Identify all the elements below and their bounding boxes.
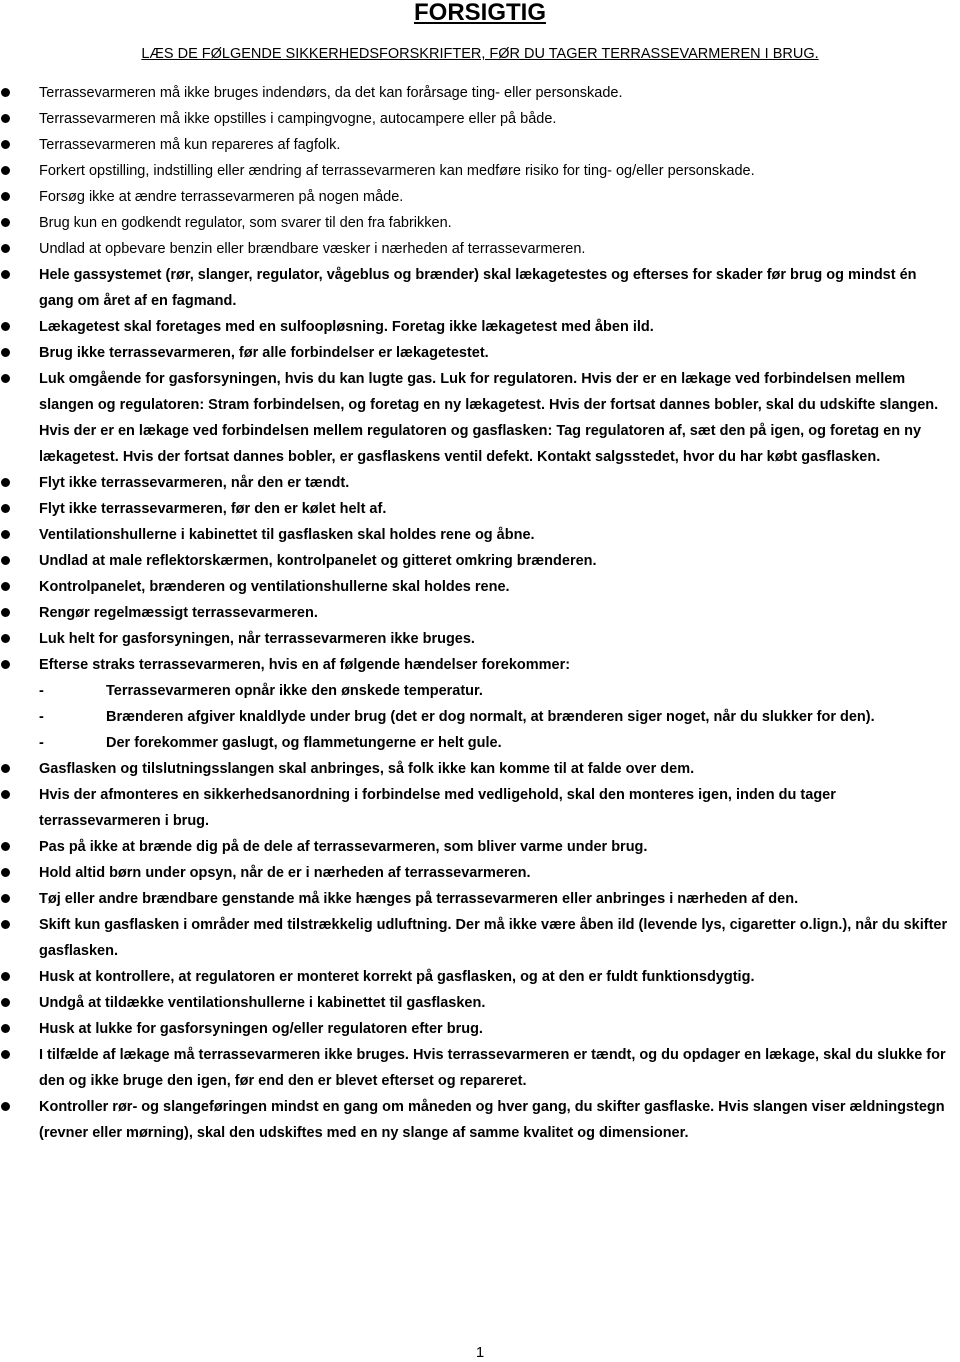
list-item [0,964,955,990]
sub-list-item [0,678,955,704]
list-item-text: Flyt ikke terrassevarmeren, når den er tændt. [39,475,350,491]
bullet-icon [1,504,10,513]
list-item [0,1016,955,1042]
bullet-icon [1,114,10,123]
list-item [0,912,955,964]
list-item-text: Luk omgående for gasforsyningen, hvis du kan lugte gas. Luk for regulatoren. Hvis der er en lækage ved forbindelsen mellem slangen og regulatoren: Stram forbindelsen, og foretag en ny lækagetest. Hvis der fortsat dannes bobler, skal du udskifte slangen. Hvis der er en lækage ved forbindelsen mellem regulatoren og gasflasken: Tag regulatoren af, sæt den på igen, og foretag en ny lækagetest. Hvis der fortsat dannes bobler, er gasflaskens ventil defekt. Kontakt salgsstedet, hvor du har købt gasflasken. [39,371,939,465]
page-number: 1 [475,1344,485,1361]
bullet-icon [1,478,10,487]
list-item [0,522,955,548]
list-item [0,600,955,626]
list-item [0,340,955,366]
bullet-icon [1,972,10,981]
bullet-icon [1,790,10,799]
bullet-icon [1,348,10,357]
sub-list-item-text: Brænderen afgiver knaldlyde under brug (det er dog normalt, at brænderen siger noget, når du slukker for den). [106,709,875,725]
list-item-text: Kontroller rør- og slangeføringen mindst en gang om måneden og hver gang, du skifter gasflaske. Hvis slangen viser ældningstegn (revner eller mørning), skal den udskiftes med en ny slange af samme kvalitet og dimensioner. [39,1099,945,1141]
list-item-text: Terrassevarmeren må ikke bruges indendørs, da det kan forårsage ting- eller personskade. [39,85,623,101]
list-item [0,860,955,886]
sub-list-item [0,704,955,730]
list-item [0,756,955,782]
list-item-text: Undlad at male reflektorskærmen, kontrolpanelet og gitteret omkring brænderen. [39,553,597,569]
bullet-icon [1,192,10,201]
list-item-text: Brug ikke terrassevarmeren, før alle forbindelser er lækagetestet. [39,345,489,361]
list-item [0,548,955,574]
list-item-text: Husk at lukke for gasforsyningen og/eller regulatoren efter brug. [39,1021,483,1037]
list-item-text: Undgå at tildække ventilationshullerne i kabinettet til gasflasken. [39,995,486,1011]
bullet-icon [1,88,10,97]
list-item-text: Lækagetest skal foretages med en sulfoopløsning. Foretag ikke lækagetest med åben ild. [39,319,654,335]
list-item-text: Forkert opstilling, indstilling eller ændring af terrassevarmeren kan medføre risiko for ting- og/eller personskade. [39,163,755,179]
list-item-text: Hvis der afmonteres en sikkerhedsanordning i forbindelse med vedligehold, skal den monteres igen, inden du tager terrassevarmeren i brug. [39,787,836,829]
list-item-text: Undlad at opbevare benzin eller brændbare væsker i nærheden af terrassevarmeren. [39,241,586,257]
bullet-icon [1,634,10,643]
list-item-text: Rengør regelmæssigt terrassevarmeren. [39,605,318,621]
list-item [0,652,955,678]
bullet-icon [1,842,10,851]
sub-list-item [0,730,955,756]
list-item [0,626,955,652]
bullet-icon [1,530,10,539]
list-item-text: Hold altid børn under opsyn, når de er i nærheden af terrassevarmeren. [39,865,531,881]
bullet-icon [1,1050,10,1059]
list-item [0,496,955,522]
bullet-icon [1,374,10,383]
list-item [0,886,955,912]
dash-marker: - [39,709,44,725]
list-item-text: Tøj eller andre brændbare genstande må ikke hænges på terrassevarmeren eller anbringes i nærheden af den. [39,891,799,907]
list-item-text: Husk at kontrollere, at regulatoren er monteret korrekt på gasflasken, og at den er fuldt funktionsdygtig. [39,969,755,985]
bullet-icon [1,894,10,903]
list-item-text: Terrassevarmeren må kun repareres af fagfolk. [39,137,341,153]
list-item [0,470,955,496]
list-item [0,210,955,236]
list-item-text: Skift kun gasflasken i områder med tilstrækkelig udluftning. Der må ikke være åben ild (levende lys, cigaretter o.lign.), når du skifter gasflasken. [39,917,948,959]
bullet-icon [1,608,10,617]
list-item [0,158,955,184]
list-item-text: Brug kun en godkendt regulator, som svarer til den fra fabrikken. [39,215,452,231]
dash-marker: - [39,735,44,751]
list-item [0,236,955,262]
page-title: FORSIGTIG [414,0,546,26]
list-item-text: Forsøg ikke at ændre terrassevarmeren på nogen måde. [39,189,404,205]
bullet-icon [1,270,10,279]
list-item [0,834,955,860]
bullet-icon [1,582,10,591]
list-item-text: Luk helt for gasforsyningen, når terrassevarmeren ikke bruges. [39,631,475,647]
bullet-icon [1,166,10,175]
list-item-text: Terrassevarmeren må ikke opstilles i campingvogne, autocampere eller på både. [39,111,557,127]
list-item [0,262,955,314]
list-item [0,1094,955,1146]
bullet-icon [1,920,10,929]
list-item [0,132,955,158]
dash-marker: - [39,683,44,699]
bullet-icon [1,244,10,253]
list-item-text: I tilfælde af lækage må terrassevarmeren ikke bruges. Hvis terrassevarmeren er tændt, og du opdager en lækage, skal du slukke for den og ikke bruge den igen, før end den er blevet efterset og repareret. [39,1047,946,1089]
safety-list [0,80,955,1146]
sub-list-item-text: Der forekommer gaslugt, og flammetungerne er helt gule. [106,735,502,751]
list-item-text: Flyt ikke terrassevarmeren, før den er kølet helt af. [39,501,387,517]
list-item-text: Hele gassystemet (rør, slanger, regulator, vågeblus og brænder) skal lækagetestes og efterses for skader før brug og mindst én gang om året af en fagmand. [39,267,917,309]
sub-list-item-text: Terrassevarmeren opnår ikke den ønskede temperatur. [106,683,483,699]
list-item-text: Kontrolpanelet, brænderen og ventilationshullerne skal holdes rene. [39,579,510,595]
list-item [0,106,955,132]
list-item [0,782,955,834]
list-item-text: Efterse straks terrassevarmeren, hvis en af følgende hændelser forekommer: [39,657,571,673]
list-item [0,314,955,340]
list-item [0,1042,955,1094]
bullet-icon [1,868,10,877]
bullet-icon [1,1024,10,1033]
list-item-text: Gasflasken og tilslutningsslangen skal anbringes, så folk ikke kan komme til at falde over dem. [39,761,695,777]
page-subtitle: LÆS DE FØLGENDE SIKKERHEDSFORSKRIFTER, FØR DU TAGER TERRASSEVARMEREN I BRUG. [141,46,819,62]
bullet-icon [1,660,10,669]
bullet-icon [1,998,10,1007]
list-item-text: Ventilationshullerne i kabinettet til gasflasken skal holdes rene og åbne. [39,527,535,543]
bullet-icon [1,140,10,149]
list-item [0,990,955,1016]
bullet-icon [1,556,10,565]
bullet-icon [1,1102,10,1111]
bullet-icon [1,764,10,773]
list-item [0,80,955,106]
list-item [0,184,955,210]
bullet-icon [1,322,10,331]
list-item [0,574,955,600]
list-item [0,366,955,470]
list-item-text: Pas på ikke at brænde dig på de dele af terrassevarmeren, som bliver varme under brug. [39,839,648,855]
bullet-icon [1,218,10,227]
